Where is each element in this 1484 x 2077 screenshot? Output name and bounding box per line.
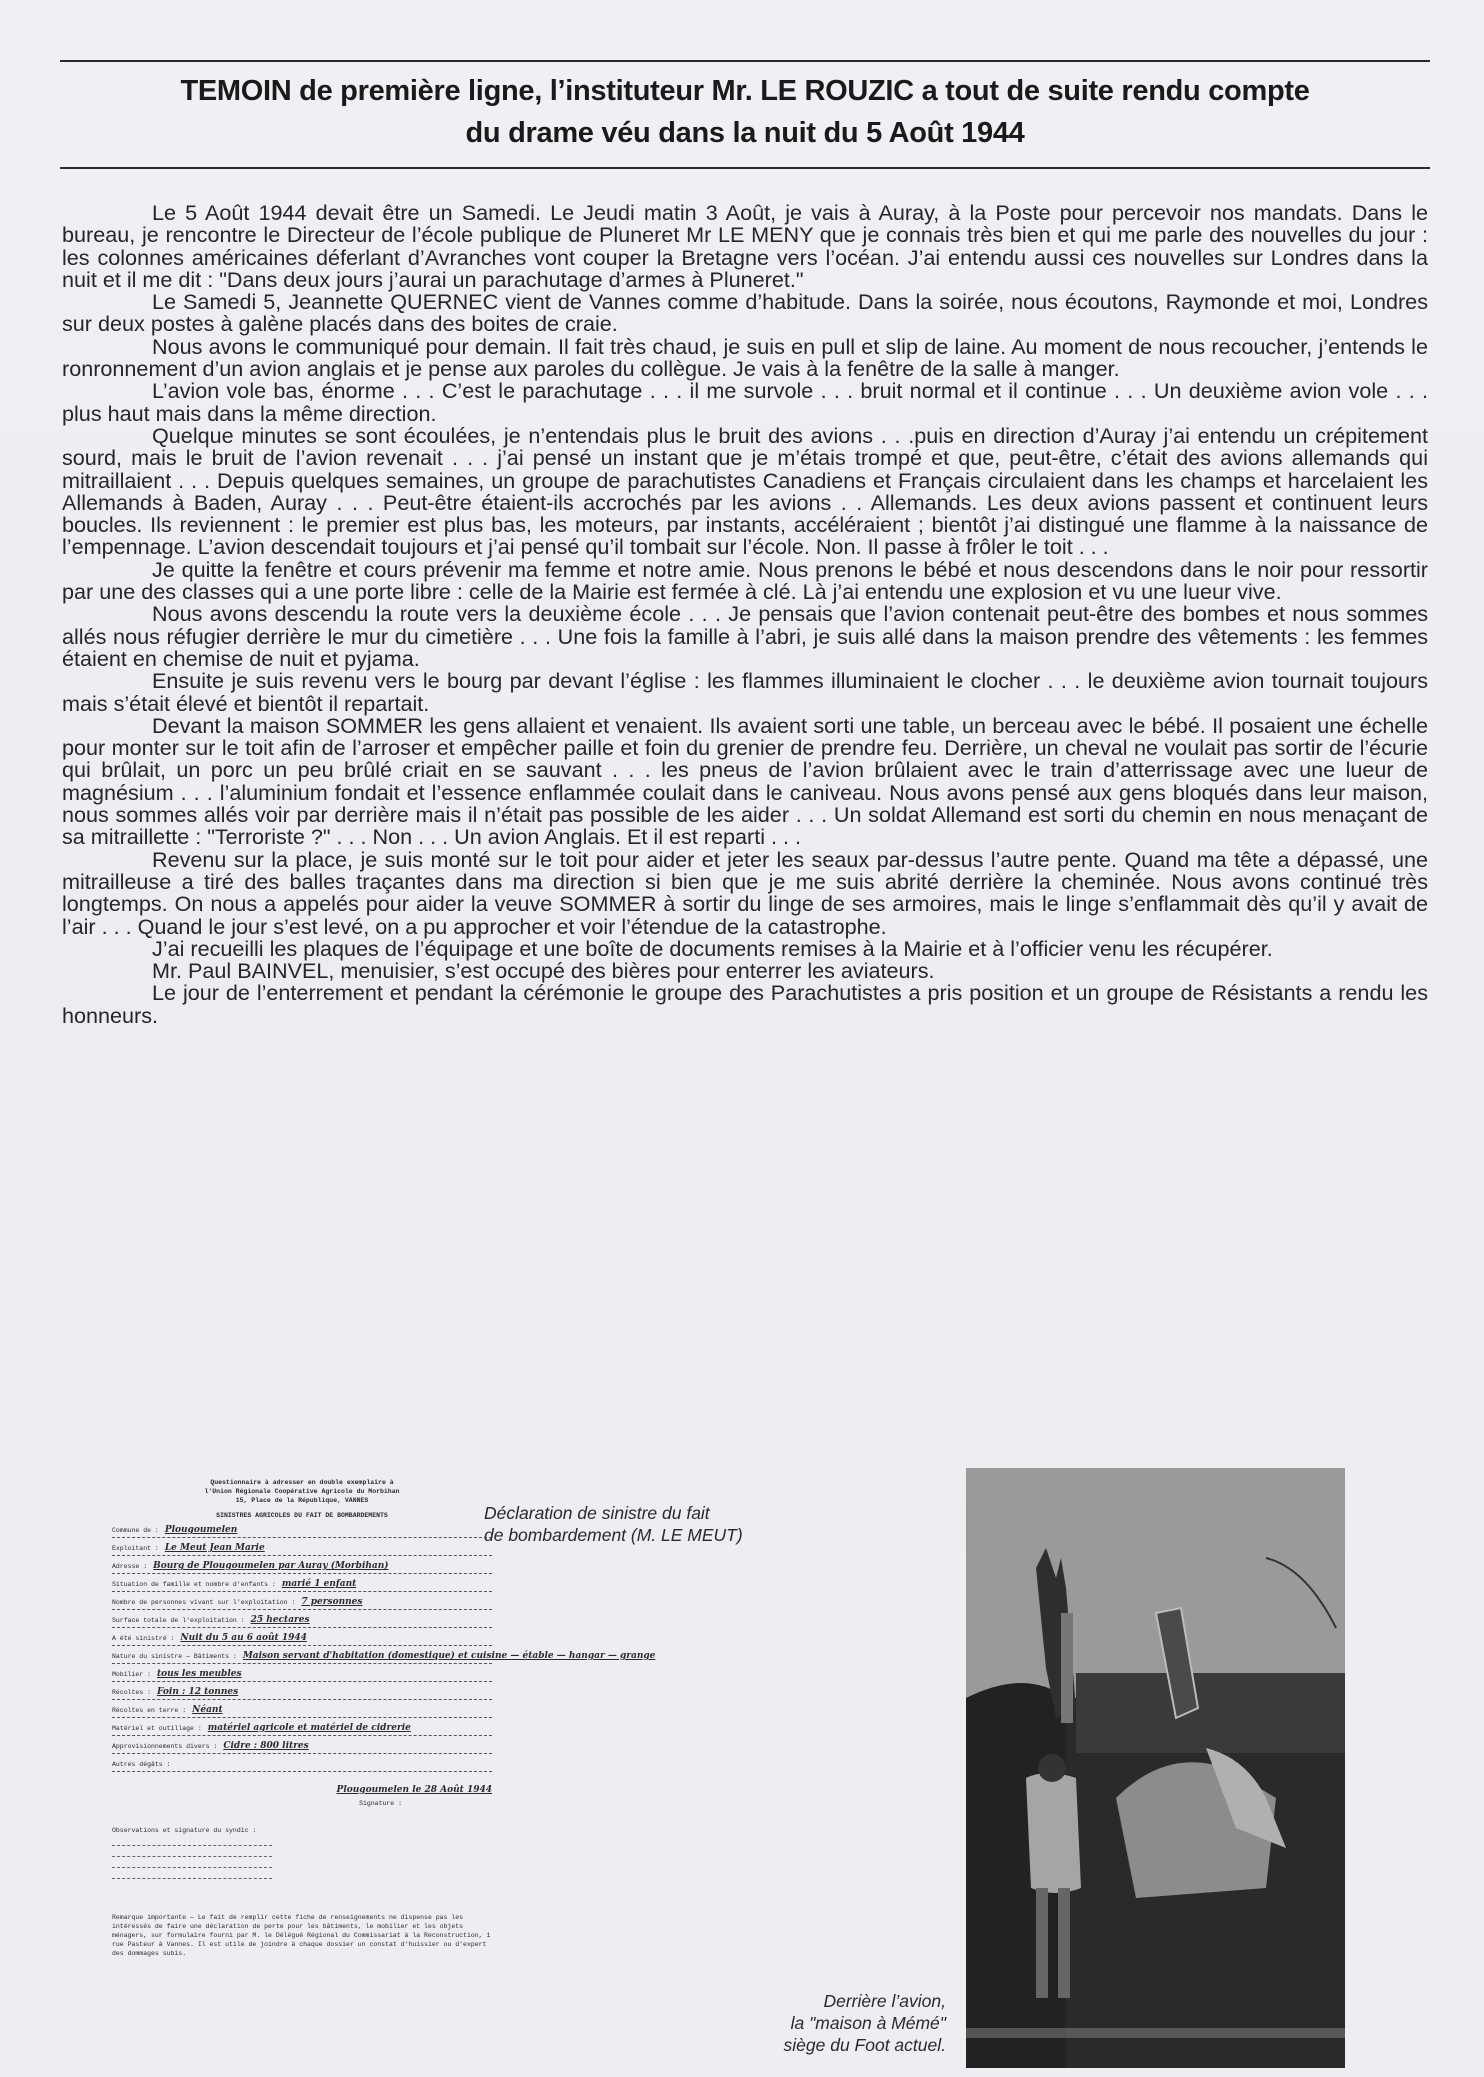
form-field-label: Matériel et outillage : [112, 1725, 202, 1732]
form-field-row [112, 1580, 492, 1592]
form-fields [112, 1525, 656, 1772]
form-field-label: Mobilier : [112, 1671, 152, 1678]
form-field-value: Nuit du 5 au 6 août 1944 [180, 1633, 307, 1643]
form-field-value: 25 hectares [250, 1615, 310, 1625]
paragraph: Quelque minutes se sont écoulées, je n’entendais plus le bruit des avions . . .puis en direction d’Auray j’ai entendu un crépitement sourd, mais le bruit de l’avion revenait . . . j’ai pensé un instant que je m’étais trompé et que, peut-être, c’était des avions allemands qui mitraillaient . . . Depuis quelques semaines, un groupe de parachutistes Canadiens et Français circulaient dans les champs et harcelaient les Allemands à Baden, Auray . . . Peut-être étaient-ils accrochés par les avions . . Allemands. Les deux avions passent et continuent leurs boucles. Ils reviennent : le premier est plus bas, les moteurs, par instants, accéléraient ; bientôt j’ai distingué une flamme à la naissance de l’empennage. L’avion descendait toujours et j’ai pensé qu’il tombait sur l’école. Non. Il passe à frôler le toit . . . [62, 422, 1428, 560]
paragraph: L’avion vole bas, énorme . . . C’est le parachutage . . . il me survole . . . bruit normal et il continue . . . Un deuxième avion vole . . . plus haut mais dans la même direction. [62, 378, 1428, 426]
title-line-1: TEMOIN de première ligne, l’instituteur Mr. LE ROUZIC a tout de suite rendu compte [180, 75, 1310, 107]
form-field-value: Le Meut Jean Marie [164, 1543, 265, 1553]
form-field-label: Autres dégâts : [112, 1761, 171, 1768]
form-place-date: Plougoumelen le 28 Août 1944 [336, 1785, 492, 1795]
form-field-row [112, 1544, 492, 1556]
form-field-label: Approvisionnements divers : [112, 1743, 218, 1750]
paragraph: Devant la maison SOMMER les gens allaient et venaient. Ils avaient sorti une table, un berceau avec le bébé. Il posaient une échelle pour monter sur le toit afin de l’arroser et empêcher paille et foin du grenier de prendre feu. Derrière, un cheval ne voulait pas sortir de l’écurie qui brûlait, un porc un peu brûlé criait en se sauvant . . . les pneus de l’avion brûlaient avec le train d’atterrissage avec une lueur de magnésium . . . l’aluminium fondait et l’essence enflammée coulait dans le caniveau. Nous avons pensé aux gens bloqués dans leur maison, nous sommes allés voir par derrière mais il n’était pas possible de les aider . . . Un soldat Allemand est sorti du chemin en nous menaçant de sa mitraillette : "Terroriste ?" . . . Non . . . Un avion Anglais. Et il est reparti . . . [62, 712, 1428, 850]
article-body [62, 202, 1428, 1027]
form-field-label: Récoltes : [112, 1689, 152, 1696]
form-field-row [112, 1724, 492, 1736]
form-field-value: tous les meubles [157, 1669, 242, 1679]
photo-caption: Derrière l’avion, la "maison à Mémé" siège du Foot actuel. [783, 1991, 946, 2055]
form-field-value: Foin : 12 tonnes [157, 1687, 239, 1697]
paragraph: Le Samedi 5, Jeannette QUERNEC vient de Vannes comme d’habitude. Dans la soirée, nous écoutons, Raymonde et moi, Londres sur deux postes à galène placés dans des boites de craie. [62, 289, 1428, 337]
form-header-line: 15, Place de la République, VANNES [235, 1497, 369, 1504]
form-field-row [112, 1706, 492, 1718]
paragraph: Le jour de l’enterrement et pendant la cérémonie le groupe des Parachutistes a pris position et un groupe de Résistants a rendu les honneurs. [62, 980, 1428, 1028]
form-field-row [112, 1688, 492, 1700]
form-field-label: Récoltes en terre : [112, 1707, 187, 1714]
form-field-row [112, 1616, 492, 1628]
form-signature: Signature : [359, 1800, 402, 1807]
declaration-caption: Déclaration de sinistre du fait de bombardement (M. LE MEUT) [484, 1503, 743, 1545]
form-field-row [112, 1651, 656, 1664]
form-field-value: Cidre : 800 litres [223, 1741, 309, 1751]
paragraph: Ensuite je suis revenu vers le bourg par devant l’église : les flammes illuminaient le clocher . . . le deuxième avion tournait toujours mais s’était élevé et bientôt il repartait. [62, 668, 1428, 716]
form-field-value: Bourg de Plougoumelen par Auray (Morbihan) [153, 1561, 389, 1571]
form-field-label: Exploitant : [112, 1545, 159, 1552]
wreck-photo-image [966, 1468, 1345, 2068]
form-field-label: Situation de famille et nombre d'enfants : [112, 1581, 276, 1588]
form-observations: Observations et signature du syndic : [112, 1826, 272, 1879]
form-header-line: Questionnaire à adresser en double exemplaire à [210, 1479, 394, 1486]
title-rule-top [60, 60, 1430, 62]
form-field-row [112, 1562, 492, 1574]
form-field-label: Adresse : [112, 1563, 148, 1570]
form-field-value: 7 personnes [301, 1597, 363, 1607]
form-field-row [112, 1526, 492, 1538]
form-field-label: Surface totale de l'exploitation : [112, 1617, 245, 1624]
paragraph: J’ai recueilli les plaques de l’équipage et une boîte de documents remises à la Mairie et à l’officier venu les récupérer. [152, 935, 1273, 961]
title-line-2: du drame véu dans la nuit du 5 Août 1944 [465, 117, 1025, 149]
paragraph: Revenu sur la place, je suis monté sur le toit pour aider et jeter les seaux par-dessus l’autre pente. Quand ma tête a dépassé, une mitrailleuse a tiré des balles traçantes dans ma direction si bien que je me suis abrité derrière la cheminée. Nous avons continué très longtemps. On nous a appelés pour aider la veuve SOMMER à sortir du linge de ses armoires, mais le linge s’enflammait dès qu’il y avait de l’air . . . Quand le jour s’est levé, on a pu approcher et voir l’étendue de la catastrophe. [62, 846, 1428, 939]
form-field-label: Nature du sinistre — Bâtiments : [112, 1653, 237, 1660]
form-field-row [112, 1634, 492, 1646]
form-field-label: Nombre de personnes vivant sur l'exploitation : [112, 1599, 296, 1606]
form-field-value: Plougoumelen [164, 1525, 238, 1535]
form-field-label: Commune de : [112, 1527, 159, 1534]
paragraph: Nous avons descendu la route vers la deuxième école . . . Je pensais que l’avion contenait peut-être des bombes et nous sommes allés nous réfugier derrière le mur du cimetière . . . Une fois la famille à l’abri, je suis allé dans la maison prendre des vêtements : les femmes étaient en chemise de nuit et pyjama. [62, 601, 1428, 671]
form-header-line: l'Union Régionale Coopérative Agricole du Morbihan [204, 1488, 400, 1495]
form-field-value: Néant [192, 1705, 223, 1715]
form-header-line: SINISTRES AGRICOLES DU FAIT DE BOMBARDEMENTS [216, 1512, 388, 1519]
form-field-row [112, 1670, 492, 1682]
form-field-value: matériel agricole et matériel de cidrerie [207, 1723, 411, 1733]
paragraph: Mr. Paul BAINVEL, menuisier, s’est occupé des bières pour enterrer les aviateurs. [152, 958, 935, 984]
form-field-value: Maison servant d'habitation (domestique) et cuisine — étable — hangar — grange [242, 1651, 656, 1661]
paragraph: Le 5 Août 1944 devait être un Samedi. Le Jeudi matin 3 Août, je vais à Auray, à la Poste pour percevoir nos mandats. Dans le bureau, je rencontre le Directeur de l’école publique de Pluneret Mr LE MENY que je connais très bien et qui me parle des nouvelles du jour : les colonnes américaines déferlant d’Avranches vont couper la Bretagne vers l’océan. J’ai entendu aussi ces nouvelles sur Londres dans la nuit et il me dit : "Dans deux jours j’aurai un parachutage d’armes à Pluneret." [62, 200, 1428, 292]
paragraph: Je quitte la fenêtre et cours prévenir ma femme et notre amie. Nous prenons le bébé et nous descendons dans le noir pour ressortir par une des classes qui a une porte libre : celle de la Mairie est fermée à clé. Là j’ai entendu une explosion et vu une lueur vive. [62, 556, 1428, 605]
wreck-photo [966, 1468, 1345, 2068]
article-title [60, 70, 1430, 154]
title-rule-bottom [60, 167, 1430, 169]
form-field-row [112, 1760, 492, 1772]
form-field-row [112, 1598, 492, 1610]
form-field-row [112, 1742, 492, 1754]
form-field-label: A été sinistré : [112, 1635, 175, 1642]
paragraph: Nous avons le communiqué pour demain. Il fait très chaud, je suis en pull et slip de laine. Au moment de nous recoucher, j’entends le ronronnement d’un avion anglais et je pense aux paroles du collègue. Je vais à la fenêtre de la salle à manger. [62, 333, 1428, 382]
form-field-value: marié 1 enfant [281, 1579, 357, 1589]
form-note: Remarque importante — Le fait de remplir cette fiche de renseignements ne dispense pas les intéressés de faire une déclaration de perte pour les bâtiments, le mobilier et les objets ménagers, sur formulaire fourni par M. le Délégué Régional du Commissariat à la Reconstruction, 1 rue Pasteur à Vannes. Il est utile de joindre à chaque dossier un constat d'huissier ou d'expert des dommages subis. [112, 1914, 491, 1957]
